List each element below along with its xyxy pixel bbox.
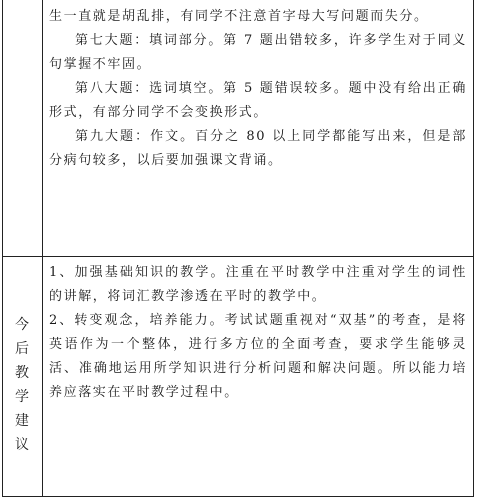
analysis-paragraph-section-7: 第七大题：填词部分。第 7 题出错较多，许多学生对于同义句掌握不牢固。 (49, 33, 467, 72)
evaluation-table (2, 0, 474, 497)
suggestions-row (3, 257, 473, 496)
suggestions-label-cell (3, 257, 43, 496)
analysis-row (3, 0, 473, 257)
analysis-paragraph-continuation: 生一直就是胡乱排，有同学不注意首字母大写问题而失分。 (49, 9, 429, 24)
suggestions-content-cell (43, 257, 473, 496)
suggestion-item-1: 1、加强基础知识的教学。注重在平时教学中注重对学生的词性的讲解，将词汇教学渗透在平时的教学中。 (49, 265, 467, 304)
analysis-paragraph-section-8: 第八大题：选词填空。第 5 题错误较多。题中没有给出正确形式，有部分同学不会变换形式。 (49, 81, 467, 120)
analysis-content-cell (43, 0, 473, 256)
suggestions-label: 今后教学建议 (15, 316, 30, 453)
suggestion-item-2: 2、转变观念，培养能力。考试试题重视对“双基”的考查，是将英语作为一个整体，进行多方位的全面考查，要求学生能够灵活、准确地运用所学知识进行分析问题和解决问题。所以能力培养应落实在平时教学过程中。 (49, 313, 467, 400)
analysis-paragraph-section-9: 第九大题：作文。百分之 80 以上同学都能写出来，但是部分病句较多，以后要加强课文背诵。 (49, 129, 467, 168)
analysis-label-cell (3, 0, 43, 256)
